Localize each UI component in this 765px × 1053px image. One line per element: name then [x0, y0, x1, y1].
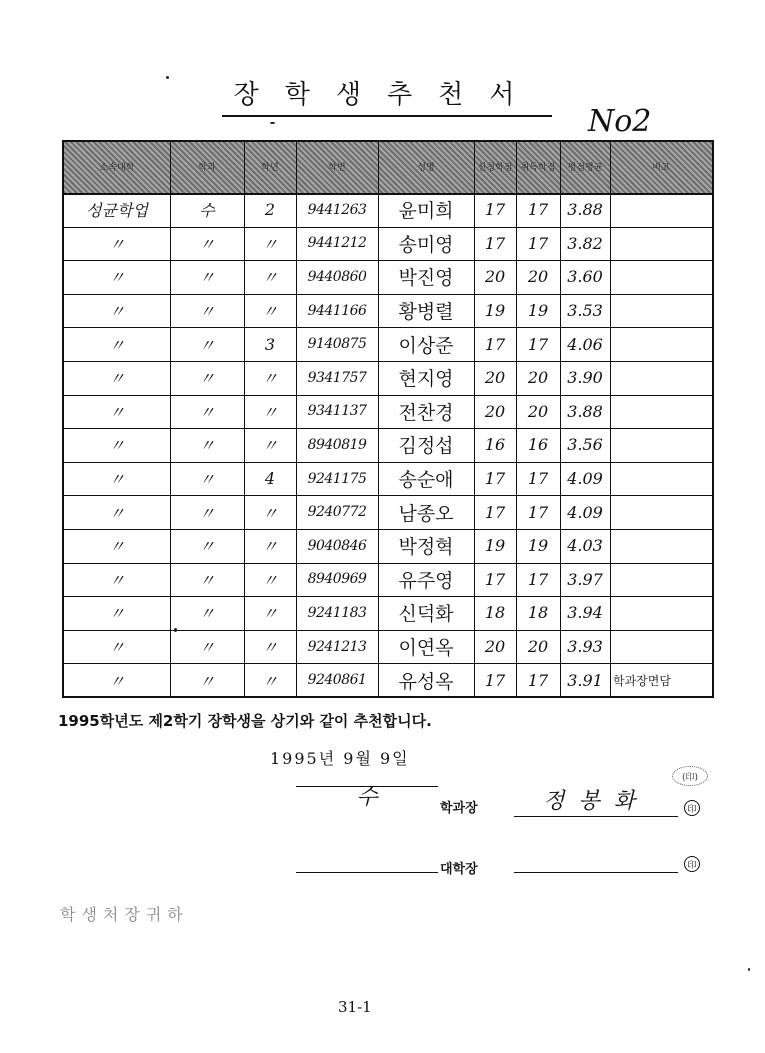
cell-credits-req: 20 [484, 637, 506, 657]
cell-credits-req: 20 [484, 401, 506, 421]
cell-dept: 〃 [198, 436, 215, 456]
cell-college: 〃 [108, 537, 125, 557]
cell-year: 〃 [261, 570, 278, 590]
header-cell-gpa: 평점평균 [567, 162, 603, 173]
cell-gpa: 3.94 [567, 603, 603, 623]
table-row [64, 428, 712, 463]
cell-note [610, 630, 715, 664]
cell-credits-req: 20 [484, 267, 506, 287]
column-divider [170, 142, 171, 696]
recommendation-statement: 1995학년도 제2학기 장학생을 상기와 같이 추천합니다. [58, 712, 432, 730]
cell-dept: 〃 [198, 671, 215, 691]
header-cell-credits-earned: 취득학점 [520, 162, 556, 173]
scan-speck [166, 76, 169, 79]
page-number: 31-1 [338, 998, 372, 1016]
cell-student-id: 8940969 [307, 571, 367, 588]
cell-dept: 〃 [198, 369, 215, 389]
cell-credits-earned: 20 [527, 637, 549, 657]
cell-college: 성균학업 [86, 201, 148, 221]
table-row [64, 462, 712, 497]
cell-credits-earned: 17 [527, 569, 549, 589]
cell-dept: 〃 [198, 570, 215, 590]
cell-note [610, 227, 715, 261]
cell-credits-earned: 19 [527, 536, 549, 556]
cell-dept: 〃 [198, 335, 215, 355]
cell-college: 〃 [108, 671, 125, 691]
cell-credits-req: 17 [484, 200, 506, 220]
cell-gpa: 3.88 [567, 200, 603, 220]
cell-gpa: 3.53 [567, 301, 603, 321]
cell-credits-earned: 17 [527, 200, 549, 220]
cell-student-id: 9241213 [307, 638, 367, 655]
cell-dept: 〃 [198, 537, 215, 557]
cell-name: 송미영 [398, 233, 454, 256]
cell-year: 〃 [261, 369, 278, 389]
table-row [64, 193, 712, 228]
cell-credits-earned: 17 [527, 670, 549, 690]
cell-note [610, 529, 715, 563]
dept-stamp: (印) [672, 766, 708, 786]
cell-year: 2 [264, 200, 276, 220]
cell-note [610, 260, 715, 294]
cell-year: 4 [264, 469, 276, 489]
cell-credits-earned: 20 [527, 267, 549, 287]
cell-year: 〃 [261, 671, 278, 691]
cell-note [610, 495, 715, 529]
cell-gpa: 3.82 [567, 233, 603, 253]
cell-note [610, 395, 715, 429]
table-row [64, 395, 712, 430]
cell-name: 신덕화 [398, 603, 454, 626]
scan-speck [270, 122, 275, 124]
table-row [64, 495, 712, 530]
cell-college: 〃 [108, 570, 125, 590]
cell-credits-req: 17 [484, 334, 506, 354]
cell-credits-earned: 17 [527, 502, 549, 522]
cell-name: 이상준 [398, 334, 454, 357]
cell-gpa: 3.56 [567, 435, 603, 455]
cell-student-id: 9241183 [307, 604, 367, 621]
dean-left-line [296, 872, 438, 873]
cell-year: 〃 [261, 268, 278, 288]
cell-note: 학과장면담 [613, 673, 671, 688]
page-title: 장학생추천서 [222, 74, 552, 117]
cell-dept: 〃 [198, 302, 215, 322]
cell-credits-req: 16 [484, 435, 506, 455]
table-row [64, 596, 712, 631]
header-cell-college: 소속대학 [99, 162, 135, 173]
cell-year: 〃 [261, 302, 278, 322]
table-row [64, 327, 712, 362]
cell-dept: 〃 [198, 604, 215, 624]
column-divider [610, 142, 611, 696]
dept-name: 수 [356, 785, 378, 810]
cell-credits-req: 17 [484, 502, 506, 522]
dept-head-name: 정봉화 [543, 789, 649, 814]
cell-credits-earned: 19 [527, 301, 549, 321]
recommendation-table [62, 140, 714, 698]
cell-name: 박정혁 [398, 536, 454, 559]
cell-gpa: 3.90 [567, 368, 603, 388]
column-divider [474, 142, 475, 696]
cell-credits-req: 17 [484, 569, 506, 589]
cell-name: 이연옥 [398, 637, 454, 660]
column-divider [244, 142, 245, 696]
cell-gpa: 3.88 [567, 401, 603, 421]
cell-student-id: 9440860 [307, 268, 367, 285]
cell-college: 〃 [108, 402, 125, 422]
cell-gpa: 4.06 [567, 334, 603, 354]
cell-name: 유성옥 [398, 670, 454, 693]
header-cell-credits-req: 신청학점 [477, 162, 513, 173]
cell-dept: 〃 [198, 638, 215, 658]
column-divider [378, 142, 379, 696]
header-cell-student-id: 학번 [328, 162, 346, 173]
cell-student-id: 9140875 [307, 336, 367, 353]
cell-year: 〃 [261, 402, 278, 422]
cell-student-id: 9240772 [307, 504, 367, 521]
cell-dept: 〃 [198, 503, 215, 523]
cell-student-id: 9341137 [307, 403, 367, 420]
cell-credits-req: 17 [484, 233, 506, 253]
cell-gpa: 3.91 [567, 670, 603, 690]
dean-seal: 印 [684, 856, 700, 872]
table-row [64, 260, 712, 295]
cell-note [610, 428, 715, 462]
cell-year: 〃 [261, 503, 278, 523]
table-row [64, 227, 712, 262]
cell-gpa: 3.60 [567, 267, 603, 287]
cell-name: 김정섭 [398, 435, 454, 458]
cell-student-id: 8940819 [307, 436, 367, 453]
cell-note [610, 563, 715, 597]
dept-head-seal: 印 [684, 800, 700, 816]
cell-note [610, 294, 715, 328]
cell-gpa: 3.93 [567, 637, 603, 657]
column-divider [516, 142, 517, 696]
cell-college: 〃 [108, 470, 125, 490]
cell-credits-req: 20 [484, 368, 506, 388]
dean-label: 대학장 [440, 862, 478, 877]
table-row [64, 663, 712, 698]
cell-credits-earned: 17 [527, 233, 549, 253]
cell-college: 〃 [108, 638, 125, 658]
cell-year: 〃 [261, 436, 278, 456]
table-row [64, 563, 712, 598]
document-date: 1995년 9월 9일 [270, 749, 410, 768]
cell-credits-earned: 16 [527, 435, 549, 455]
cell-name: 황병렬 [398, 301, 454, 324]
recipient-stamp: 학생처장귀하 [60, 905, 189, 924]
cell-name: 유주영 [398, 569, 454, 592]
cell-dept: 〃 [198, 234, 215, 254]
table-row [64, 630, 712, 665]
cell-credits-earned: 18 [527, 603, 549, 623]
cell-credits-earned: 17 [527, 469, 549, 489]
cell-college: 〃 [108, 268, 125, 288]
cell-dept: 〃 [198, 470, 215, 490]
cell-student-id: 9441263 [307, 201, 367, 218]
dean-signature-line [514, 872, 678, 873]
cell-credits-earned: 20 [527, 368, 549, 388]
cell-student-id: 9241175 [307, 470, 367, 487]
cell-note [610, 462, 715, 496]
cell-credits-earned: 17 [527, 334, 549, 354]
cell-name: 전찬경 [398, 401, 454, 424]
cell-year: 〃 [261, 234, 278, 254]
cell-credits-req: 17 [484, 469, 506, 489]
cell-credits-earned: 20 [527, 401, 549, 421]
column-divider [560, 142, 561, 696]
table-row [64, 529, 712, 564]
cell-note [610, 361, 715, 395]
dept-head-line [514, 816, 678, 817]
table-row [64, 361, 712, 396]
table-row [64, 294, 712, 329]
cell-year: 3 [264, 334, 276, 354]
cell-student-id: 9441166 [307, 302, 367, 319]
table-header [64, 142, 712, 195]
cell-dept: 수 [199, 201, 215, 221]
cell-name: 현지영 [398, 368, 454, 391]
cell-name: 윤미희 [398, 200, 454, 223]
cell-college: 〃 [108, 503, 125, 523]
cell-year: 〃 [261, 604, 278, 624]
cell-student-id: 9240861 [307, 672, 367, 689]
cell-student-id: 9040846 [307, 537, 367, 554]
scan-speck [748, 968, 750, 971]
cell-college: 〃 [108, 234, 125, 254]
cell-credits-req: 17 [484, 670, 506, 690]
header-cell-name: 성명 [417, 162, 435, 173]
scan-speck [174, 628, 177, 632]
dept-head-label: 학과장 [440, 801, 478, 816]
cell-gpa: 3.97 [567, 569, 603, 589]
cell-year: 〃 [261, 638, 278, 658]
cell-college: 〃 [108, 604, 125, 624]
header-cell-note: 비고 [652, 162, 670, 173]
cell-year: 〃 [261, 537, 278, 557]
cell-gpa: 4.03 [567, 536, 603, 556]
cell-dept: 〃 [198, 402, 215, 422]
cell-college: 〃 [108, 436, 125, 456]
cell-name: 남종오 [398, 502, 454, 525]
cell-student-id: 9341757 [307, 369, 367, 386]
cell-gpa: 4.09 [567, 469, 603, 489]
cell-name: 송순애 [398, 469, 454, 492]
cell-college: 〃 [108, 302, 125, 322]
cell-note [610, 596, 715, 630]
cell-college: 〃 [108, 369, 125, 389]
cell-college: 〃 [108, 335, 125, 355]
cell-dept: 〃 [198, 268, 215, 288]
cell-gpa: 4.09 [567, 502, 603, 522]
cell-note [610, 193, 715, 227]
cell-student-id: 9441212 [307, 235, 367, 252]
cell-note [610, 327, 715, 361]
cell-name: 박진영 [398, 267, 454, 290]
cell-credits-req: 19 [484, 536, 506, 556]
cell-credits-req: 19 [484, 301, 506, 321]
header-cell-year: 학년 [261, 162, 279, 173]
column-divider [296, 142, 297, 696]
document-number: No2 [588, 104, 652, 139]
header-cell-dept: 학과 [198, 162, 216, 173]
cell-credits-req: 18 [484, 603, 506, 623]
